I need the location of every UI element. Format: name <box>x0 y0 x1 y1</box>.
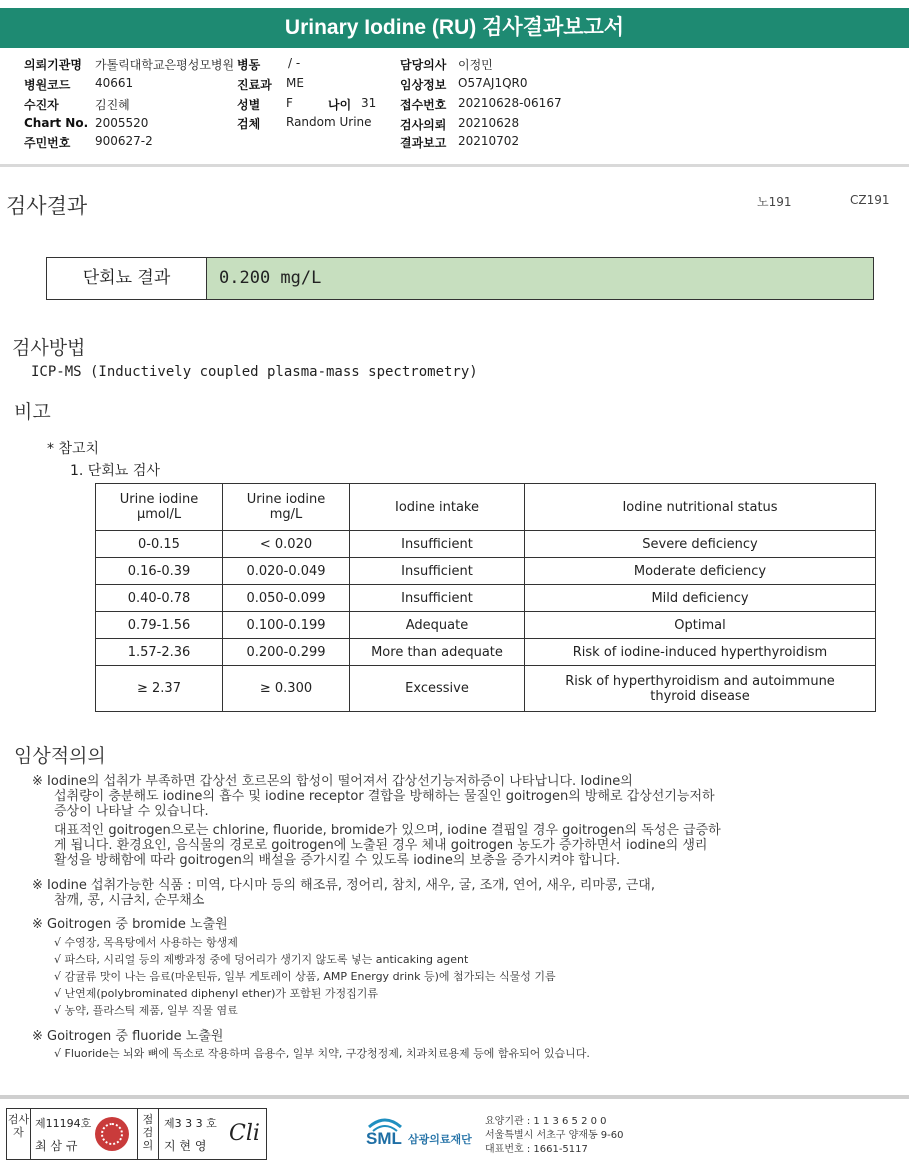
inspector-no: 제11194호 <box>35 1117 92 1130</box>
header-accession-label: 접수번호 <box>400 98 447 112</box>
table-header-status: Iodine nutritional status <box>525 484 876 531</box>
table-header-intake: Iodine intake <box>350 484 525 531</box>
header-sex-label: 성별 <box>237 98 261 112</box>
table-row <box>96 558 876 585</box>
header-rrn-value: 900627-2 <box>95 134 153 148</box>
header-specimen-value: Random Urine <box>286 115 372 129</box>
list-item: √ 농약, 플라스틱 제품, 일부 직물 염료 <box>54 1004 238 1017</box>
inspector-label: 검사자 <box>7 1109 31 1159</box>
sml-logo-org: 삼광의료재단 <box>408 1133 472 1146</box>
header-request-label: 검사의뢰 <box>400 118 447 132</box>
result-value: 0.200 mg/L <box>207 258 873 299</box>
clinical-para1 <box>32 774 715 819</box>
clinical-para3 <box>32 878 655 908</box>
header-chart-value: 2005520 <box>95 116 149 130</box>
header-ward-value: / - <box>288 56 301 70</box>
table-row <box>96 531 876 558</box>
table-cell: Insufficient <box>350 558 525 585</box>
list-item: √ 감귤류 맛이 나는 음료(마운틴듀, 일부 게토레이 상품, AMP Energy drink 등)에 첨가되는 식물성 기름 <box>54 970 556 983</box>
table-cell: Insufficient <box>350 531 525 558</box>
bromide-list <box>54 934 556 1019</box>
table-cell: 0-0.15 <box>96 531 223 558</box>
header-clinical-label: 임상정보 <box>400 78 447 92</box>
report-title: Urinary Iodine (RU) 검사결과보고서 <box>0 8 909 48</box>
result-label: 단회뇨 결과 <box>47 258 207 299</box>
results-code1: 노191 <box>757 195 792 209</box>
header-report-value: 20210702 <box>458 134 520 148</box>
table-cell: ≥ 2.37 <box>96 666 223 712</box>
header-specimen-label: 검체 <box>237 117 261 131</box>
footer-divider <box>0 1095 909 1099</box>
list-item: √ 파스타, 시리얼 등의 제빵과정 중에 덩어리가 생기지 않도록 넣는 anticaking agent <box>54 953 469 966</box>
para-line: ※ Iodine의 섭취가 부족하면 갑상선 호르몬의 합성이 떨어져서 갑상선기능저하증이 나타납니다. Iodine의 <box>32 774 633 789</box>
sml-logo-text: SML <box>366 1129 402 1148</box>
para-line: 증상이 나타날 수 있습니다. <box>54 804 209 819</box>
table-cell: 0.020-0.049 <box>223 558 350 585</box>
table-cell: 0.79-1.56 <box>96 612 223 639</box>
header-hospital-label: 의뢰기관명 <box>24 58 82 72</box>
header-hospcode-value: 40661 <box>95 76 134 90</box>
list-item: √ Fluoride는 뇌와 뼈에 독소로 작용하며 음용수, 일부 치약, 구강청정제, 치과치료용제 등에 함유되어 있습니다. <box>54 1047 590 1060</box>
org-info <box>485 1115 624 1157</box>
para-line: 활성을 방해함에 따라 goitrogen의 배설을 증가시킬 수 있도록 iodine의 보충을 증가시켜야 합니다. <box>54 853 621 868</box>
table-cell: 0.16-0.39 <box>96 558 223 585</box>
para-line: 게 됩니다. 환경요인, 음식물의 경로로 goitrogen에 노출된 경우 체내 goitrogen 농도가 증가하면서 iodine의 생리 <box>54 838 708 853</box>
table-cell: Excessive <box>350 666 525 712</box>
para-line: 대표적인 goitrogen으로는 chlorine, fluoride, bromide가 있으며, iodine 결핍일 경우 goitrogen의 독성은 급증하 <box>54 823 721 838</box>
sml-logo <box>366 1117 478 1151</box>
signature-box <box>6 1108 267 1160</box>
header-accession-value: 20210628-06167 <box>458 96 562 110</box>
header-dept-label: 진료과 <box>237 78 272 92</box>
table-header-umol: Urine iodine μmol/L <box>96 484 223 531</box>
header-clinical-value: O57AJ1QR0 <box>458 76 528 90</box>
table-cell: Insufficient <box>350 585 525 612</box>
verifier-label: 점검의 <box>137 1109 159 1159</box>
inspector-name: 최 삼 규 <box>35 1139 78 1153</box>
table-cell: Optimal <box>525 612 876 639</box>
table-cell: 0.050-0.099 <box>223 585 350 612</box>
header-chart-label: Chart No. <box>24 116 89 130</box>
header-report-label: 결과보고 <box>400 136 447 150</box>
remarks-heading: 비고 <box>14 401 51 423</box>
bromide-title: ※ Goitrogen 중 bromide 노출원 <box>32 917 228 932</box>
fluoride-list <box>54 1045 590 1062</box>
para-line: 참깨, 콩, 시금치, 순무채소 <box>54 893 205 908</box>
table-cell: Mild deficiency <box>525 585 876 612</box>
table-cell: 0.100-0.199 <box>223 612 350 639</box>
table-cell: Adequate <box>350 612 525 639</box>
list-item: √ 난연제(polybrominated diphenyl ether)가 포함된 가정집기류 <box>54 987 379 1000</box>
header-age-label: 나이 <box>328 98 352 112</box>
table-header-mg: Urine iodine mg/L <box>223 484 350 531</box>
table-row <box>96 666 876 712</box>
table-row <box>96 585 876 612</box>
verifier-name: 지 현 영 <box>164 1139 207 1153</box>
header-doctor-value: 이정민 <box>458 58 493 72</box>
method-heading: 검사방법 <box>12 337 86 359</box>
table-cell: 0.40-0.78 <box>96 585 223 612</box>
reference-table <box>95 483 876 712</box>
header-age-value: 31 <box>361 96 377 110</box>
header-patient-label: 수진자 <box>24 98 59 112</box>
header-ward-label: 병동 <box>237 58 261 72</box>
clinical-para2 <box>54 823 721 868</box>
header-divider <box>0 164 909 167</box>
org-code: 요양기관 : 1 1 3 6 5 2 0 0 <box>485 1116 607 1127</box>
header-hospital-value: 가톨릭대학교은평성모병원 <box>95 58 235 72</box>
table-cell: 0.200-0.299 <box>223 639 350 666</box>
result-box <box>46 257 874 300</box>
org-phone: 대표번호 : 1661-5117 <box>485 1144 588 1155</box>
header-rrn-label: 주민번호 <box>24 136 71 150</box>
para-line: ※ Iodine 섭취가능한 식품 : 미역, 다시마 등의 해조류, 정어리, 참치, 새우, 굴, 조개, 연어, 새우, 리마콩, 근대, <box>32 878 655 893</box>
table-cell: Risk of hyperthyroidism and autoimmune thyroid disease <box>525 666 876 712</box>
verifier-no: 제3 3 3 호 <box>164 1117 217 1130</box>
table-cell: ≥ 0.300 <box>223 666 350 712</box>
signature: Cli <box>229 1121 260 1146</box>
table-cell: < 0.020 <box>223 531 350 558</box>
list-item: √ 수영장, 목욕탕에서 사용하는 항생제 <box>54 936 238 949</box>
table-row <box>96 639 876 666</box>
header-sex-value: F <box>286 96 293 110</box>
table-row <box>96 612 876 639</box>
results-heading: 검사결과 <box>6 194 88 218</box>
header-request-value: 20210628 <box>458 116 520 130</box>
para-line: 섭취량이 충분해도 iodine의 흡수 및 iodine receptor 결합을 방해하는 물질인 goitrogen의 방해로 갑상선기능저하 <box>54 789 715 804</box>
seal-icon <box>95 1117 129 1151</box>
fluoride-title: ※ Goitrogen 중 fluoride 노출원 <box>32 1029 224 1044</box>
table-cell: Risk of iodine-induced hyperthyroidism <box>525 639 876 666</box>
reference-subtitle: 1. 단회뇨 검사 <box>70 463 160 479</box>
results-code2: CZ191 <box>850 193 890 207</box>
reference-title: * 참고치 <box>47 441 100 457</box>
header-hospcode-label: 병원코드 <box>24 78 71 92</box>
header-doctor-label: 담당의사 <box>400 58 447 72</box>
org-address: 서울특별시 서초구 양재동 9-60 <box>485 1130 624 1141</box>
table-cell: 1.57-2.36 <box>96 639 223 666</box>
table-cell: Moderate deficiency <box>525 558 876 585</box>
header-patient-value: 김진혜 <box>95 98 130 112</box>
clinical-heading: 임상적의의 <box>14 745 106 767</box>
header-dept-value: ME <box>286 76 304 90</box>
method-text: ICP-MS (Inductively coupled plasma-mass spectrometry) <box>31 364 478 380</box>
table-cell: Severe deficiency <box>525 531 876 558</box>
table-header-row <box>96 484 876 531</box>
table-cell: More than adequate <box>350 639 525 666</box>
